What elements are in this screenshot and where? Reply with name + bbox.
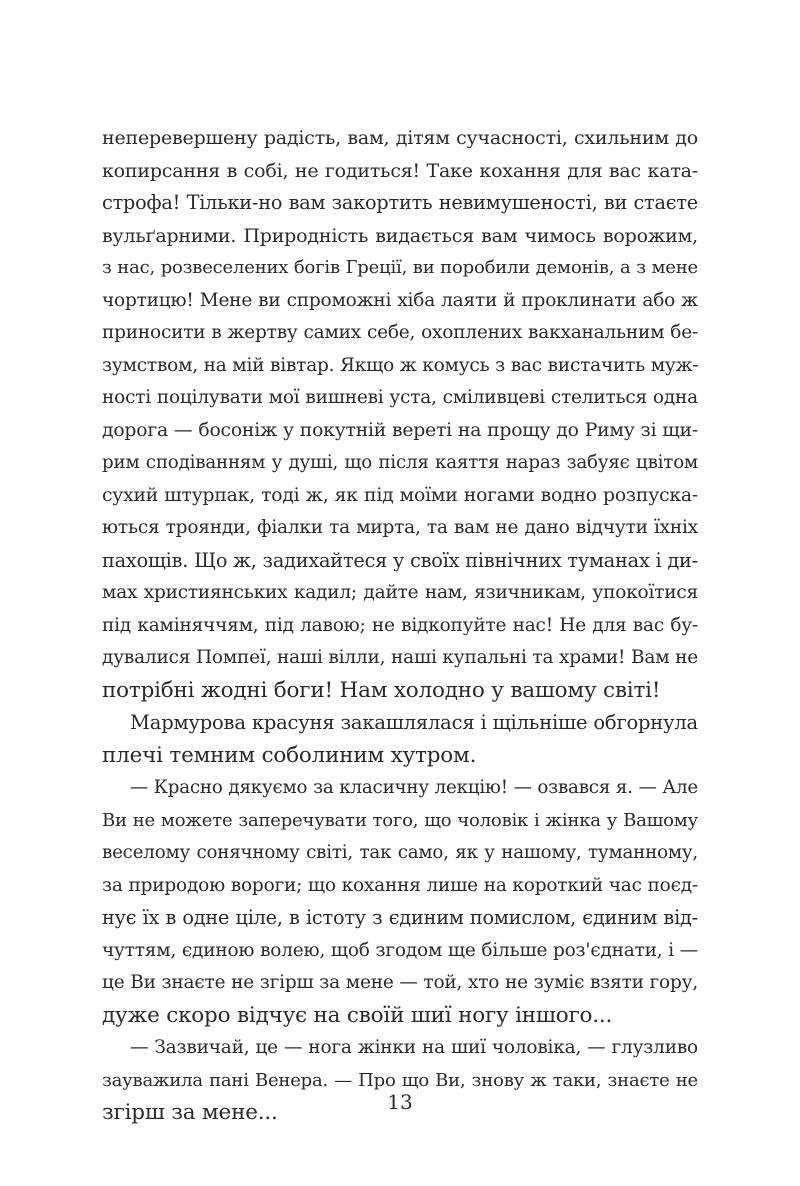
text-line: дуже скоро відчує на своїй шиї ногу іншого... xyxy=(102,1002,613,1028)
text-line: неперевершену радість, вам, дітям сучасності, схильним до xyxy=(102,127,698,149)
text-line: нує їх в одне ціле, в істоту з єдиним помислом, єдиним від- xyxy=(102,906,698,929)
text-line: мах християнських кадил; дайте нам, язичникам, упокоїтися xyxy=(102,582,698,603)
text-line: згірш за мене... xyxy=(102,1100,278,1125)
paragraph xyxy=(102,122,698,707)
body-text xyxy=(102,122,698,1130)
text-line: копирсання в собі, не годиться! Таке кохання для вас ката- xyxy=(102,159,698,182)
text-line: пахощів. Що ж, задихайтеся у своїх північних туманах і ди- xyxy=(102,548,698,572)
text-line: чуттям, єдиною волею, щоб згодом ще більше роз'єднати, і — xyxy=(102,939,698,961)
text-line: чортицю! Мене ви спроможні хіба лаяти й проклинати або ж xyxy=(102,289,698,311)
text-line: приносити в жертву самих себе, охоплених вакханальним бе- xyxy=(102,322,698,343)
text-line: строфа! Тільки-но вам закортить невимушеності, ви стаєте xyxy=(102,191,698,214)
text-line: за природою вороги; що кохання лише на короткий час поєд- xyxy=(102,874,698,896)
text-line: з нас, розвеселених богів Греції, ви поробили демонів, а з мене xyxy=(102,257,698,278)
page-number: 13 xyxy=(387,1090,413,1114)
text-line: ються троянди, фіалки та мирта, та вам не дано відчути їхніх xyxy=(102,517,698,538)
text-line: плечі темним соболиним хутром. xyxy=(102,742,477,768)
text-line: дорога — босоніж у покутній вереті на прощу до Риму зі щи- xyxy=(102,419,698,441)
text-line: — Зазвичай, це — нога жінки на шиї чоловіка, — глузливо xyxy=(130,1037,698,1058)
text-line: зумством, на мій вівтар. Якщо ж комусь з вас вистачить муж- xyxy=(102,354,699,376)
paragraph xyxy=(102,772,698,1032)
text-line: зауважила пані Венера. — Про що Ви, знову ж таки, знаєте не xyxy=(102,1069,698,1091)
text-line: під каміняччям, під лавою; не відкопуйте нас! Не для вас бу- xyxy=(102,614,698,636)
text-line: дувалися Помпеї, наші вілли, наші купальні та храми! Вам не xyxy=(102,647,698,668)
text-line: вульґарними. Природність видається вам чимось ворожим, xyxy=(102,224,698,247)
text-line: веселому сонячному світі, так само, як у нашому, туманному, xyxy=(102,842,698,863)
text-line: це Ви знаєте не згірш за мене — той, хто не зуміє взяти гору, xyxy=(102,972,698,993)
text-line: Мармурова красуня закашлялася і щільніше обгорнула xyxy=(130,711,698,734)
paragraph xyxy=(102,707,698,772)
text-line: ності поцілувати мої вишневі уста, сміливцеві стелиться одна xyxy=(102,387,698,408)
text-line: Ви не можете заперечувати того, що чоловік і жінка у Вашому xyxy=(102,809,698,831)
text-line: рим сподіванням у душі, що після каяття нараз забуяє цвітом xyxy=(102,452,698,473)
paragraph xyxy=(102,1032,698,1130)
text-line: сухий штурпак, тоді ж, як під моїми ногами водно розпуска- xyxy=(102,484,698,506)
text-line: — Красно дякуємо за класичну лекцію! — озвався я. — Але xyxy=(130,777,698,798)
text-line: потрібні жодні боги! Нам холодно у вашому світі! xyxy=(102,677,661,703)
